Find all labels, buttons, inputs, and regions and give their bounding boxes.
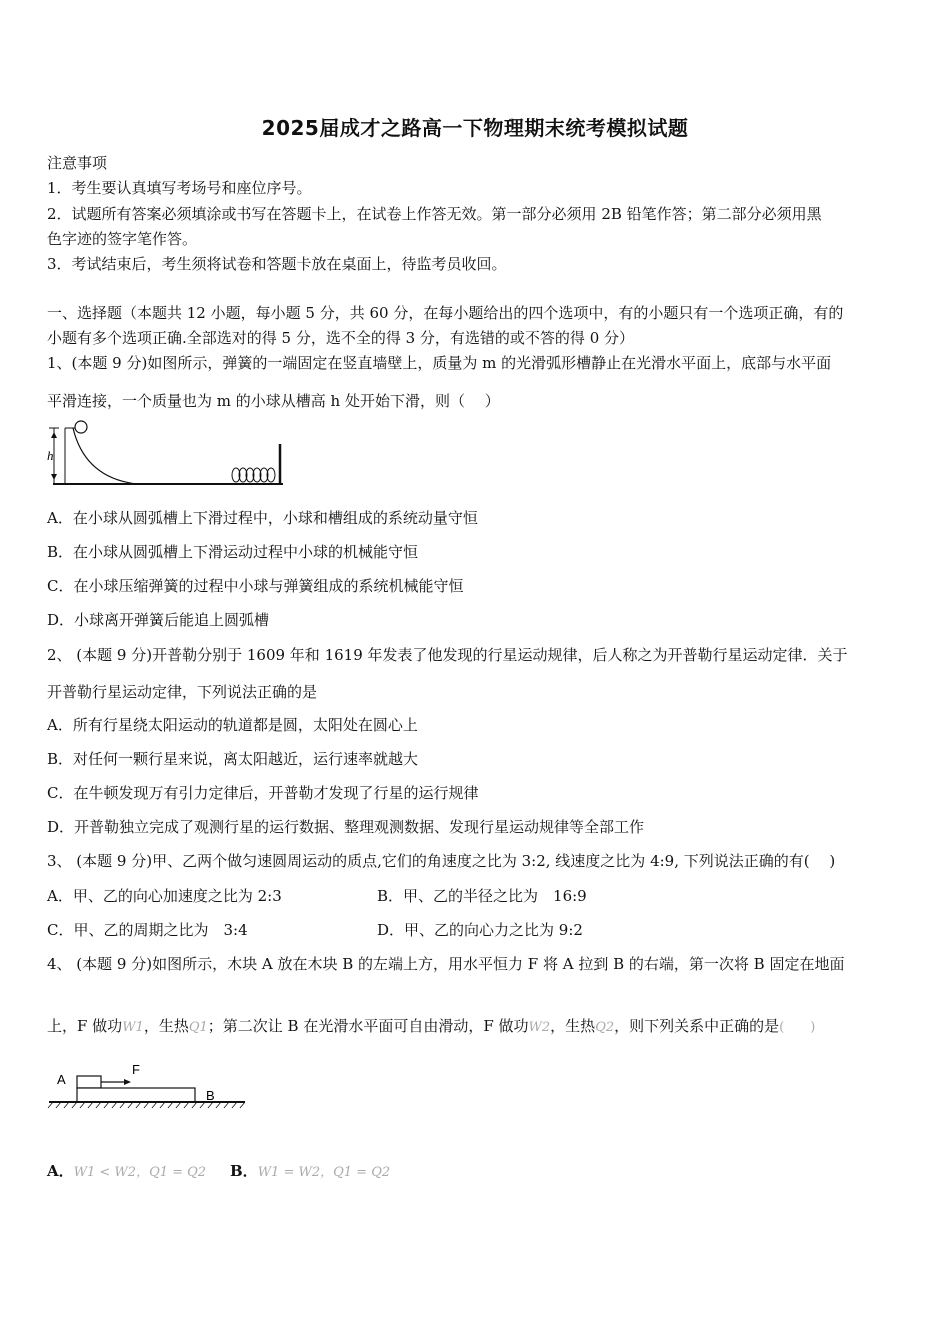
option-a: A．所有行星绕太阳运动的轨道都是圆，太阳处在圆心上	[47, 716, 418, 734]
symbol-w2: W2	[528, 1020, 551, 1035]
option-d: D．甲、乙的向心力之比为 9:2	[377, 921, 583, 939]
symbol-w1: W1	[122, 1020, 144, 1035]
block-a	[77, 1076, 101, 1088]
question-4-stem: 4、 (本题 9 分)如图所示，木块 A 放在木块 B 的左端上方，用水平恒力 F 将 A 拉到 B 的右端，第一次将 B 固定在地面	[47, 955, 845, 973]
option-c: C．在小球压缩弹簧的过程中小球与弹簧组成的系统机械能守恒	[47, 577, 464, 595]
question-4-stem-line2: 上，F 做功W1，生热Q1；第二次让 B 在光滑水平面可自由滑动，F 做功W2，生热Q2，则下列关系中正确的是( )	[47, 1017, 816, 1035]
question-2-stem: 2、 (本题 9 分)开普勒分别于 1609 年和 1619 年发表了他发现的行星运动规律，后人称之为开普勒行星运动定律．关于	[47, 646, 848, 664]
block-b-label: B	[206, 1088, 215, 1103]
option-b-expression: W1 = W2，Q1 = Q2	[257, 1165, 391, 1180]
option-b: B．对任何一颗行星来说，离太阳越近，运行速率就越大	[47, 750, 419, 768]
question-1-figure	[45, 418, 290, 490]
option-a-expression: W1 < W2，Q1 = Q2	[73, 1165, 207, 1180]
block-a-label: A	[57, 1072, 66, 1087]
symbol-q2: Q2	[595, 1020, 615, 1035]
question-1-stem: 平滑连接，一个质量也为 m 的小球从槽高 h 处开始下滑，则（ ）	[47, 392, 500, 410]
force-label: F	[132, 1062, 140, 1077]
ball	[75, 421, 87, 433]
question-1-stem: 1、(本题 9 分)如图所示，弹簧的一端固定在竖直墙壁上，质量为 m 的光滑弧形槽静止在光滑水平面上，底部与水平面	[47, 354, 832, 372]
question-4-figure	[45, 1062, 250, 1114]
notice-item: 3．考试结束后，考生须将试卷和答题卡放在桌面上，待监考员收回。	[47, 255, 507, 273]
option-c: C．甲、乙的周期之比为 3:4	[47, 921, 248, 939]
option-d: D．小球离开弹簧后能追上圆弧槽	[47, 611, 270, 629]
page-title: 2025届成才之路高一下物理期末统考模拟试题	[261, 116, 689, 140]
spring	[232, 468, 275, 482]
answer-paren: ( )	[779, 1020, 816, 1035]
section-intro: 小题有多个选项正确.全部选对的得 5 分，选不全的得 3 分，有选错的或不答的得 0 分）	[47, 329, 635, 347]
notice-item: 1．考生要认真填写考场号和座位序号。	[47, 179, 312, 197]
option-a: A．W1 < W2，Q1 = Q2	[47, 1162, 207, 1180]
option-c: C．在牛顿发现万有引力定律后，开普勒才发现了行星的运行规律	[47, 784, 479, 802]
symbol-q1: Q1	[188, 1020, 208, 1035]
question-3-stem: 3、 (本题 9 分)甲、乙两个做匀速圆周运动的质点,它们的角速度之比为 3:2, 线速度之比为 4:9, 下列说法正确的有( )	[47, 852, 836, 870]
option-b: B．甲、乙的半径之比为 16:9	[377, 887, 587, 905]
block-b	[77, 1088, 195, 1102]
option-a: A．在小球从圆弧槽上下滑过程中，小球和槽组成的系统动量守恒	[47, 509, 478, 527]
notice-item: 2．试题所有答案必须填涂或书写在答题卡上，在试卷上作答无效。第一部分必须用 2B 铅笔作答；第二部分必须用黑	[47, 205, 822, 223]
notice-item: 色字迹的签字笔作答。	[47, 230, 198, 248]
option-b: B．W1 = W2，Q1 = Q2	[230, 1162, 391, 1180]
height-label: h	[47, 448, 54, 463]
notice-heading: 注意事项	[47, 154, 108, 172]
option-d: D．开普勒独立完成了观测行星的运行数据、整理观测数据、发现行星运动规律等全部工作	[47, 818, 645, 836]
question-2-stem: 开普勒行星运动定律，下列说法正确的是	[47, 683, 318, 701]
section-intro: 一、选择题（本题共 12 小题，每小题 5 分，共 60 分，在每小题给出的四个选项中，有的小题只有一个选项正确，有的	[47, 304, 844, 322]
option-a: A．甲、乙的向心加速度之比为 2:3	[47, 887, 282, 905]
option-b: B．在小球从圆弧槽上下滑运动过程中小球的机械能守恒	[47, 543, 419, 561]
